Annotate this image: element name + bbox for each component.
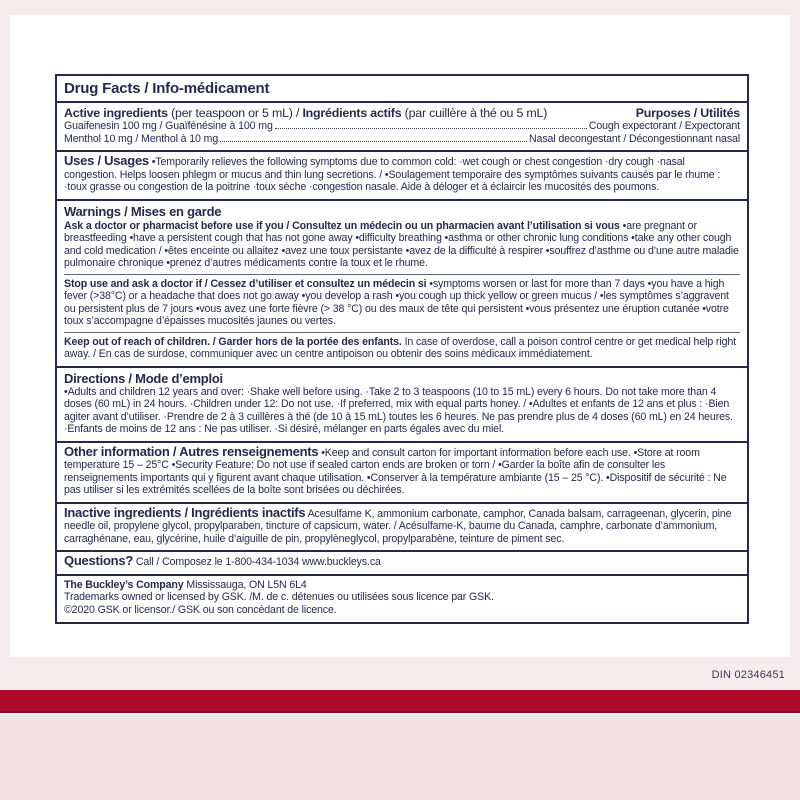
questions-heading: Questions? [64,553,134,568]
dot-leader [275,128,587,129]
warnings-divider [64,332,740,333]
uses-paragraph: Uses / Usages •Temporarily relieves the following symptoms due to common cold: ·wet cough or chest congestion ·dry cough ·nasal congestion. Helps loosen phlegm or mucus and thin lung secretions. / •Soulagement temporaire des symptômes suivants causés par le rhume : ·toux grasse ou congestion de la poitrine ·toux sèche ·congestion nasale. Aide à déloger et à éclaircir les mucosités des poumons. [64,153,721,193]
red-stripe [0,690,800,713]
warnings-ask-doctor: Ask a doctor or pharmacist before use if you / Consultez un médecin ou un pharmacien avant l’utilisation si vous •are pregnant or breastfeeding •have a persistent cough that has not gone away •difficulty breathing •asthma or other chronic lung conditions •take any other cough and cold medication / •êtes enceinte ou allaitez •avez une toux persistante •avez de la difficulté à respirer •souffrez d’asthme ou d’une autre maladie pulmonaire chronique •prenez d’autres médicaments contre la toux et le rhume. [64,219,739,269]
ingredient-name: Menthol 10 mg / Menthol à 10 mg [64,132,219,145]
section-inactive-ingredients [57,504,747,553]
warnings-heading: Warnings / Mises en garde [64,203,222,219]
uses-heading: Uses / Usages [64,153,149,168]
active-ingredients-heading [64,106,740,120]
inactive-ingredients-heading: Inactive ingredients / Ingrédients inactifs [64,504,306,520]
dot-leader [220,141,527,142]
copyright-line: ©2020 GSK or licensor./ GSK ou son concédant de licence. [64,604,337,617]
active-ingredients-heading-text: Active ingredients (per teaspoon or 5 mL) / Ingrédients actifs (par cuillère à thé ou 5 mL) [64,106,548,120]
ingredient-purpose: Cough expectorant / Expectorant [588,120,740,132]
drug-facts-panel [55,74,749,624]
inactive-ingredients-paragraph: Inactive ingredients / Ingrédients inactifs Acesulfame K, ammonium carbonate, camphor, Canada balsam, carrageenan, glycerin, pine needle oil, propylene glycol, propylparaben, tincture of capsicum, water. / Acésulfame-K, baume du Canada, camphre, carbonate d’ammonium, carraghénane, eau, glycérine, huile d’aiguille de pin, propylèneglycol, propylparabène, teinture de piment sec. [64,504,732,545]
ingredient-row-menthol [64,133,740,146]
purposes-heading: Purposes / Utilités [635,106,740,120]
trademark-line: Trademarks owned or licensed by GSK. /M. de c. détenues ou utilisées sous licence par GSK. [64,591,494,604]
questions-paragraph: Questions? Call / Composez le 1-800-434-1034 www.buckleys.ca [64,553,381,568]
din-number: DIN 02346451 [711,669,785,681]
directions-heading: Directions / Mode d’emploi [64,370,223,386]
bottom-background [0,715,800,800]
other-information-heading: Other information / Autres renseignements [64,443,319,459]
section-active-ingredients [57,103,747,152]
drug-facts-title: Drug Facts / Info-médicament [57,76,747,103]
ingredient-row-guaifenesin [64,120,740,133]
section-directions [57,368,747,443]
ingredient-name: Guaifenesin 100 mg / Guaïfénésine à 100 mg [64,120,273,132]
warnings-keep-away: Keep out of reach of children. / Garder hors de la portée des enfants. In case of overdose, call a poison control centre or get medical help right away. / En cas de surdose, communiquer avec un centre antipoison ou obtenir des soins médicaux immédiatement. [64,335,736,360]
other-information-paragraph: Other information / Autres renseignements •Keep and consult carton for important information before each use. •Store at room temperature 15 – 25°C •Security Feature: Do not use if sealed carton ends are broken or torn / •Garder la boîte afin de consulter les renseignements importants qui y figurent avant chaque utilisation. •Conserver à la température ambiante (15 – 25 °C). •Dispositif de sécurité : Ne pas utiliser si les extrémités scellées de la boîte sont brisées ou déchirées. [64,443,727,496]
ingredient-purpose: Nasal decongestant / Décongestionnant nasal [529,132,740,145]
label-sheet [10,15,790,657]
warnings-stop-use: Stop use and ask a doctor if / Cessez d’utiliser et consultez un médecin si •symptoms worsen or last for more than 7 days •you have a high fever (>38°C) or a headache that does not go away •you develop a rash •you cough up thick yellow or green mucus / •les symptômes s’aggravent ou persistent plus de 7 jours •vous avez une forte fièvre (> 38 °C) ou des maux de tête qui persistent •vous présentez une éruption cutanée •votre toux s’accompagne d’épaisses mucosités jaunes ou vertes. [64,277,729,327]
company-name-line: The Buckley’s Company Mississauga, ON L5N 6L4 [64,578,307,591]
directions-paragraph: •Adults and children 12 years and over: ·Shake well before using. ·Take 2 to 3 teaspoons (10 to 15 mL) every 6 hours. Do not take more than 4 doses (60 mL) in 24 hours. ·Children under 12: Do not use. ·If preferred, mix with equal parts honey. / •Adultes et enfants de 12 ans et plus : ·Bien agiter avant d’utiliser. ·Prendre de 2 à 3 cuillères à thé (de 10 à 15 mL) toutes les 6 heures. Ne pas prendre plus de 4 doses (60 mL) en 24 heures. ·Enfants de moins de 12 ans : Ne pas utiliser. ·Si désiré, mélanger en parts égales avec du miel. [64,385,733,435]
section-questions [57,552,747,576]
section-company [57,576,747,622]
section-uses [57,152,747,201]
section-warnings [57,201,747,368]
section-other-information [57,443,747,504]
warnings-divider [64,274,740,275]
